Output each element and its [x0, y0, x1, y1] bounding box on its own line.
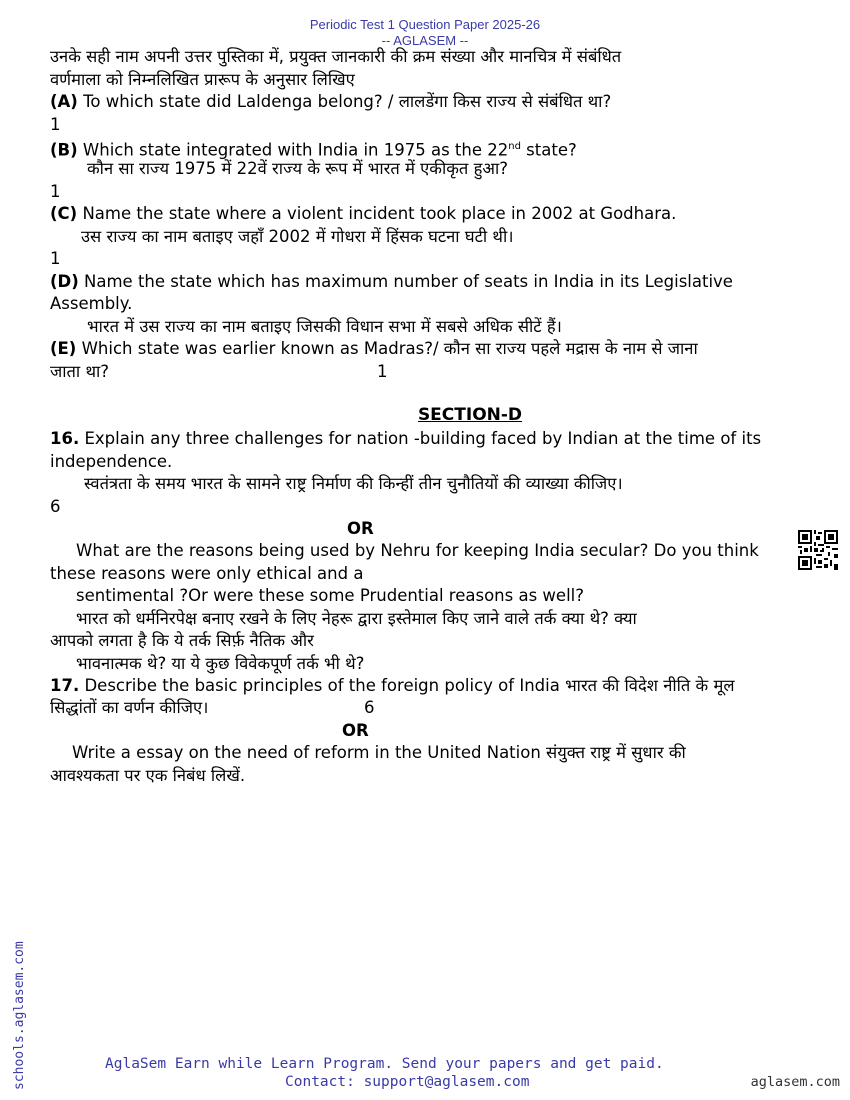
page-header-subtitle: -- AGLASEM --: [381, 33, 469, 48]
question-d-text-2: Assembly.: [50, 294, 133, 313]
question-17-alt-line-2: आवश्यकता पर एक निबंध लिखें.: [50, 766, 246, 785]
question-b-text-end: state?: [520, 140, 577, 160]
question-16: [50, 428, 761, 450]
question-b-superscript: nd: [508, 141, 521, 152]
question-a-label: (A): [50, 92, 78, 111]
question-17-or: OR: [342, 721, 369, 740]
question-c-label: (C): [50, 204, 78, 223]
question-16-label: 16.: [50, 429, 80, 448]
question-17-label: 17.: [50, 676, 80, 695]
intro-line-2: वर्णमाला को निम्नलिखित प्रारूप के अनुसार लिखिए: [50, 70, 355, 89]
footer-brand[interactable]: aglasem.com: [750, 1074, 840, 1090]
question-17-alt-line-1: Write a essay on the need of reform in the United Nation संयुक्त राष्ट्र में सुधार की: [72, 743, 686, 762]
question-e-text-2: जाता था?: [50, 362, 110, 381]
question-16-alt-hindi-2: आपको लगता है कि ये तर्क सिर्फ़ नैतिक और: [50, 631, 314, 650]
qr-code-icon[interactable]: [798, 530, 838, 570]
question-16-alt-line-3: sentimental ?Or were these some Prudential reasons as well?: [76, 586, 584, 605]
question-16-hindi: स्वतंत्रता के समय भारत के सामने राष्ट्र निर्माण की किन्हीं तीन चुनौतियों की व्याख्या कीजिए।: [84, 474, 623, 493]
question-a: [50, 91, 611, 113]
question-a-text: To which state did Laldenga belong? / लालडेंगा किस राज्य से संबंधित था?: [77, 92, 612, 111]
question-c-text: Name the state where a violent incident took place in 2002 at Godhara.: [77, 204, 677, 223]
question-16-alt-hindi-1: भारत को धर्मनिरपेक्ष बनाए रखने के लिए नेहरू द्वारा इस्तेमाल किए जाने वाले तर्क क्या थे? क्या: [76, 609, 637, 628]
question-17-text: Describe the basic principles of the foreign policy of India भारत की विदेश नीति के मूल: [79, 676, 735, 695]
question-16-alt-line-2: these reasons were only ethical and a: [50, 564, 364, 583]
question-16-alt-line-1: What are the reasons being used by Nehru for keeping India secular? Do you think: [76, 541, 759, 560]
sidebar-watermark: schools.aglasem.com: [12, 941, 27, 1090]
intro-line-1: उनके सही नाम अपनी उत्तर पुस्तिका में, प्रयुक्त जानकारी की क्रम संख्या और मानचित्र में संबंधित: [50, 47, 622, 66]
question-a-marks: 1: [50, 115, 61, 134]
question-b-marks: 1: [50, 182, 61, 201]
question-17-marks: 6: [364, 698, 375, 717]
question-17: [50, 675, 735, 697]
question-e: [50, 338, 698, 360]
question-c: [50, 203, 676, 225]
question-16-alt-hindi-3: भावनात्मक थे? या ये कुछ विवेकपूर्ण तर्क भी थे?: [76, 654, 365, 673]
question-d-hindi: भारत में उस राज्य का नाम बताइए जिसकी विधान सभा में सबसे अधिक सीटें हैं।: [87, 317, 562, 336]
question-16-marks: 6: [50, 497, 61, 516]
question-b-text: Which state integrated with India in 1975 as the 22: [77, 140, 509, 160]
footer-promo-line: AglaSem Earn while Learn Program. Send your papers and get paid.: [105, 1056, 664, 1072]
question-b-label: (B): [50, 140, 78, 160]
footer-contact-line[interactable]: Contact: support@aglasem.com: [285, 1074, 530, 1090]
question-16-text: Explain any three challenges for nation -building faced by Indian at the time of its: [79, 429, 762, 448]
question-d: [50, 271, 733, 293]
question-16-text-2: independence.: [50, 452, 173, 471]
question-16-or: OR: [347, 519, 374, 538]
question-e-marks: 1: [377, 362, 388, 381]
question-c-marks: 1: [50, 249, 61, 268]
question-e-text: Which state was earlier known as Madras?/ कौन सा राज्य पहले मद्रास के नाम से जाना: [76, 339, 698, 358]
question-b-hindi: कौन सा राज्य 1975 में 22वें राज्य के रूप में भारत में एकीकृत हुआ?: [87, 159, 508, 178]
section-d-title: SECTION-D: [417, 405, 523, 425]
question-d-text: Name the state which has maximum number of seats in India in its Legislative: [78, 272, 733, 291]
question-17-text-2: सिद्धांतों का वर्णन कीजिए।: [50, 698, 209, 717]
question-c-hindi: उस राज्य का नाम बताइए जहाँ 2002 में गोधरा में हिंसक घटना घटी थी।: [81, 227, 514, 246]
question-d-label: (D): [50, 272, 79, 291]
page-header-title: Periodic Test 1 Question Paper 2025-26: [309, 17, 541, 32]
question-e-label: (E): [50, 339, 77, 358]
